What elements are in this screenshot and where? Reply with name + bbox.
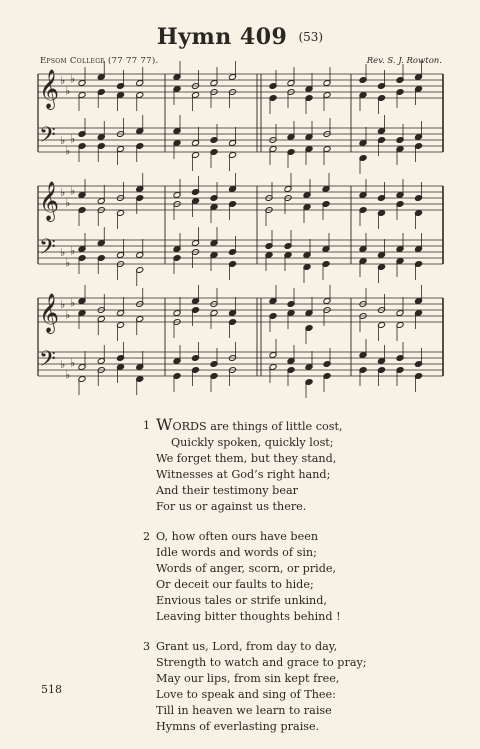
- verse-line: And their testimony bear: [156, 484, 298, 497]
- treble-clef-icon: 𝄞: [39, 181, 60, 221]
- verse-line: Leaving bitter thoughts behind !: [156, 610, 341, 623]
- bass-clef-icon: 𝄢: [39, 235, 56, 265]
- flat-sign-icon: ♭: [70, 296, 76, 310]
- verse-3: [143, 639, 443, 735]
- verse-line: Idle words and words of sin;: [156, 546, 317, 559]
- flat-sign-icon: ♭: [65, 196, 71, 210]
- hymn-heading: Hymn 409: [156, 24, 288, 50]
- verse-line: May our lips, from sin kept free,: [156, 672, 340, 685]
- tune-number: (53): [298, 30, 324, 44]
- flat-sign-icon: ♭: [70, 244, 76, 258]
- flat-sign-icon: ♭: [65, 144, 71, 158]
- verse-line: WORDS are things of little cost,: [156, 415, 343, 434]
- treble-clef-icon: 𝄞: [39, 293, 60, 333]
- flat-sign-icon: ♭: [65, 256, 71, 270]
- flat-sign-icon: ♭: [65, 368, 71, 382]
- verse-line: Or deceit our faults to hide;: [156, 578, 314, 591]
- verse-line: Love to speak and sing of Thee:: [156, 688, 336, 701]
- verse-line: Words of anger, scorn, or pride,: [156, 562, 337, 575]
- drop-cap: W: [156, 415, 173, 434]
- verse-line: Till in heaven we learn to raise: [156, 704, 332, 717]
- flat-sign-icon: ♭: [60, 298, 66, 311]
- flat-sign-icon: ♭: [70, 184, 76, 198]
- flat-sign-icon: ♭: [70, 72, 76, 86]
- verse-line: For us or against us there.: [156, 500, 307, 513]
- verse-line: Strength to watch and grace to pray;: [156, 656, 367, 669]
- verse-line: Witnesses at God’s right hand;: [156, 468, 331, 481]
- hymn-text: [143, 415, 443, 749]
- verse-line: We forget them, but they stand,: [156, 452, 337, 465]
- flat-sign-icon: ♭: [65, 308, 71, 322]
- verse-1: [143, 415, 443, 515]
- verse-line: Grant us, Lord, from day to day,: [156, 640, 338, 653]
- verse-line: O, how often ours have been: [156, 530, 319, 543]
- composer-credit: Rev. S. J. Rowton.: [366, 56, 442, 66]
- verse-2: [143, 529, 443, 625]
- bass-clef-icon: 𝄢: [39, 347, 56, 377]
- flat-sign-icon: ♭: [70, 132, 76, 146]
- tune-name: Epsom College (77 77 77).: [40, 56, 159, 66]
- flat-sign-icon: ♭: [70, 356, 76, 370]
- verse-number: 2: [143, 530, 151, 543]
- verse-line: Hymns of everlasting praise.: [156, 720, 320, 733]
- flat-sign-icon: ♭: [60, 358, 66, 371]
- treble-clef-icon: 𝄞: [39, 69, 60, 109]
- verse-number: 1: [143, 419, 151, 432]
- page-number: 518: [41, 683, 62, 696]
- bass-clef-icon: 𝄢: [39, 123, 56, 153]
- flat-sign-icon: ♭: [60, 186, 66, 199]
- flat-sign-icon: ♭: [60, 74, 66, 87]
- flat-sign-icon: ♭: [60, 246, 66, 259]
- verse-line: Quickly spoken, quickly lost;: [171, 436, 334, 449]
- verse-line: Envious tales or strife unkind,: [156, 594, 327, 607]
- flat-sign-icon: ♭: [65, 84, 71, 98]
- verse-number: 3: [143, 640, 151, 653]
- flat-sign-icon: ♭: [60, 134, 66, 147]
